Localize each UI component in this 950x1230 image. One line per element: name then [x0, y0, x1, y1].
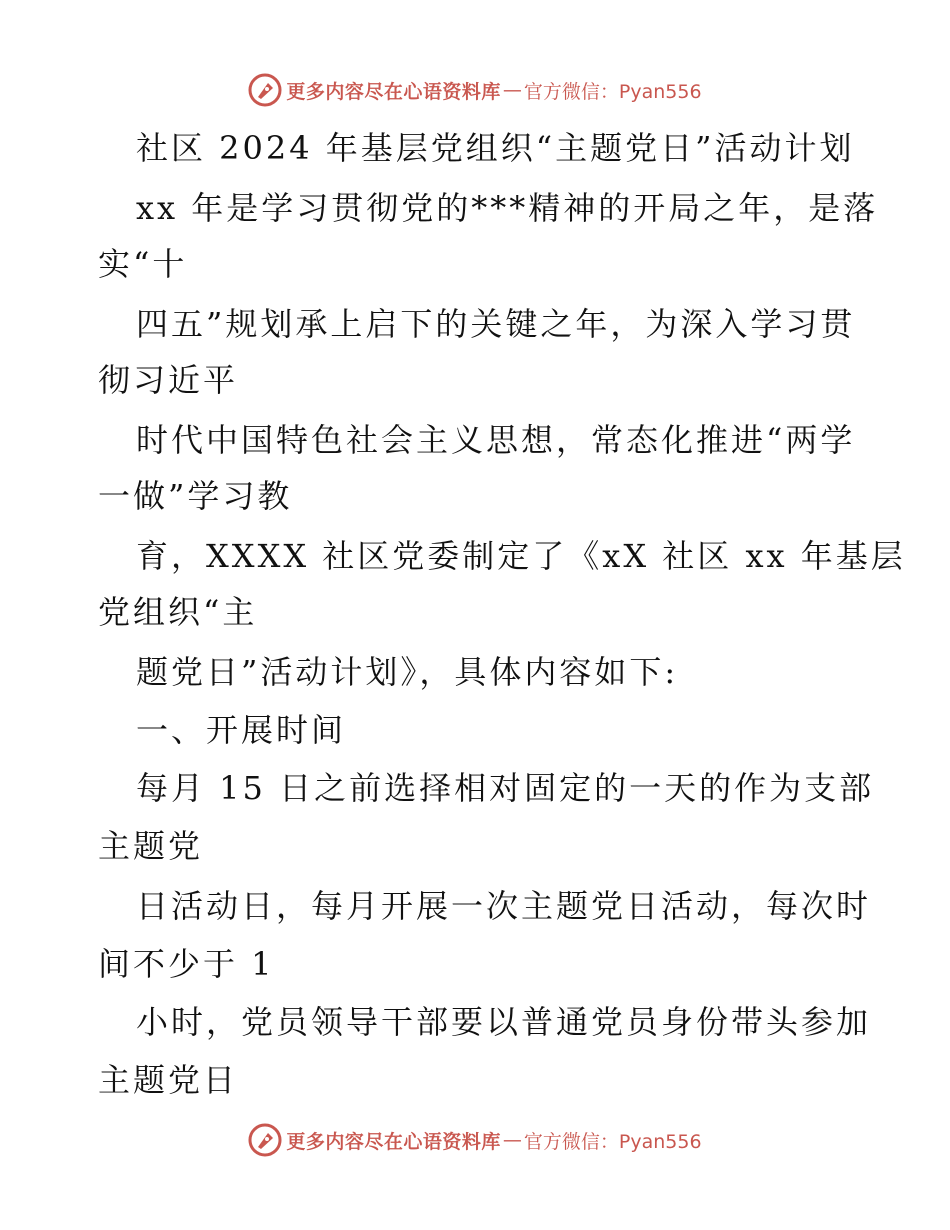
paragraph-line: xx 年是学习贯彻党的***精神的开局之年，是落 — [136, 189, 879, 227]
watermark-left-text: 更多内容尽在心语资料库 — [286, 1130, 501, 1153]
footer-watermark — [0, 1120, 950, 1160]
watermark-right-text: 官方微信：Pyan556 — [523, 1130, 702, 1153]
paragraph-line: 一做”学习教 — [98, 477, 293, 515]
paragraph-line: 间不少于 1 — [98, 945, 275, 983]
paragraph-line: 主题党 — [98, 827, 204, 865]
paragraph-line: 四五”规划承上启下的关键之年，为深入学习贯 — [136, 305, 856, 343]
paragraph-line: 实“十 — [98, 245, 188, 283]
watermark-dash: — — [502, 1129, 522, 1151]
paragraph-line: 主题党日 — [98, 1061, 239, 1099]
paragraph-line: 日活动日，每月开展一次主题党日活动，每次时 — [136, 887, 872, 925]
header-watermark — [0, 70, 950, 110]
paragraph-line: 彻习近平 — [98, 361, 239, 399]
paragraph-line: 党组织“主 — [98, 593, 258, 631]
pen-nib-logo-icon — [248, 1123, 282, 1157]
watermark-right-text: 官方微信：Pyan556 — [523, 80, 702, 103]
paragraph-line: 题党日”活动计划》，具体内容如下: — [136, 653, 679, 691]
watermark-left-text: 更多内容尽在心语资料库 — [286, 80, 501, 103]
paragraph-line: 小时，党员领导干部要以普通党员身份带头参加 — [136, 1003, 872, 1041]
paragraph-line: 每月 15 日之前选择相对固定的一天的作为支部 — [136, 769, 875, 807]
paragraph-line: 时代中国特色社会主义思想，常态化推进“两学 — [136, 421, 856, 459]
pen-nib-logo-icon — [248, 73, 282, 107]
watermark-dash: — — [502, 79, 522, 101]
document-title: 社区 2024 年基层党组织“主题党日”活动计划 — [136, 129, 855, 167]
section-heading: 一、开展时间 — [136, 711, 347, 749]
paragraph-line: 育，XXXX 社区党委制定了《xX 社区 xx 年基层 — [136, 537, 906, 575]
